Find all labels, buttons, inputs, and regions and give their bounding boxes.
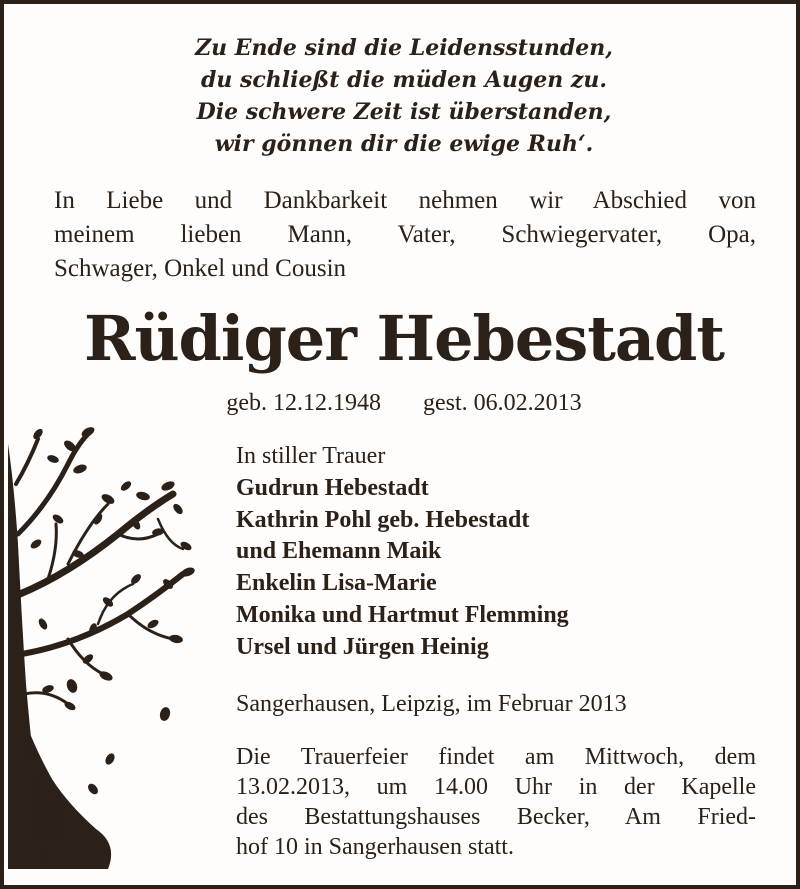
poem-line: du schließt die müden Augen zu. <box>200 67 607 93</box>
farewell-text <box>54 184 756 286</box>
poem-line: Die schwere Zeit ist überstanden, <box>196 99 612 125</box>
poem-line: Zu Ende sind die Leidensstunden, <box>195 35 613 61</box>
service-line: hof 10 in Sangerhausen statt. <box>236 834 514 860</box>
farewell-line: In Liebe und Dankbarkeit nehmen wir Abschied von <box>54 187 756 214</box>
poem-line: wir gönnen dir die ewige Ruh‘. <box>214 131 594 157</box>
birth-date: geb. 12.12.1948 <box>226 390 381 416</box>
place-and-date: Sangerhausen, Leipzig, im Februar 2013 <box>236 691 627 717</box>
mourner-name: Enkelin Lisa-Marie <box>236 570 437 597</box>
funeral-service-info <box>236 742 756 862</box>
tree-illustration <box>8 424 228 869</box>
service-line: 13.02.2013, um 14.00 Uhr in der Kapelle <box>236 774 756 800</box>
mourners-list <box>236 441 569 664</box>
farewell-line: Schwager, Onkel und Cousin <box>54 255 347 282</box>
mourning-intro: In stiller Trauer <box>236 443 386 469</box>
mourner-name: Ursel und Jürgen Heinig <box>236 633 489 660</box>
mourner-name: Kathrin Pohl geb. Hebestadt <box>236 506 530 533</box>
death-date: gest. 06.02.2013 <box>422 390 582 416</box>
mourner-name: Gudrun Hebestadt <box>236 474 429 501</box>
service-line: Die Trauerfeier findet am Mittwoch, dem <box>236 744 756 770</box>
service-line: des Bestattungshauses Becker, Am Fried- <box>236 804 756 830</box>
deceased-name: Rüdiger Hebestadt <box>83 302 725 375</box>
life-dates <box>4 387 800 419</box>
farewell-line: meinem lieben Mann, Vater, Schwiegervater, Opa, <box>54 221 756 248</box>
mourner-name: Monika und Hartmut Flemming <box>236 601 569 628</box>
mourner-name: und Ehemann Maik <box>236 538 442 565</box>
memorial-poem <box>4 32 800 160</box>
